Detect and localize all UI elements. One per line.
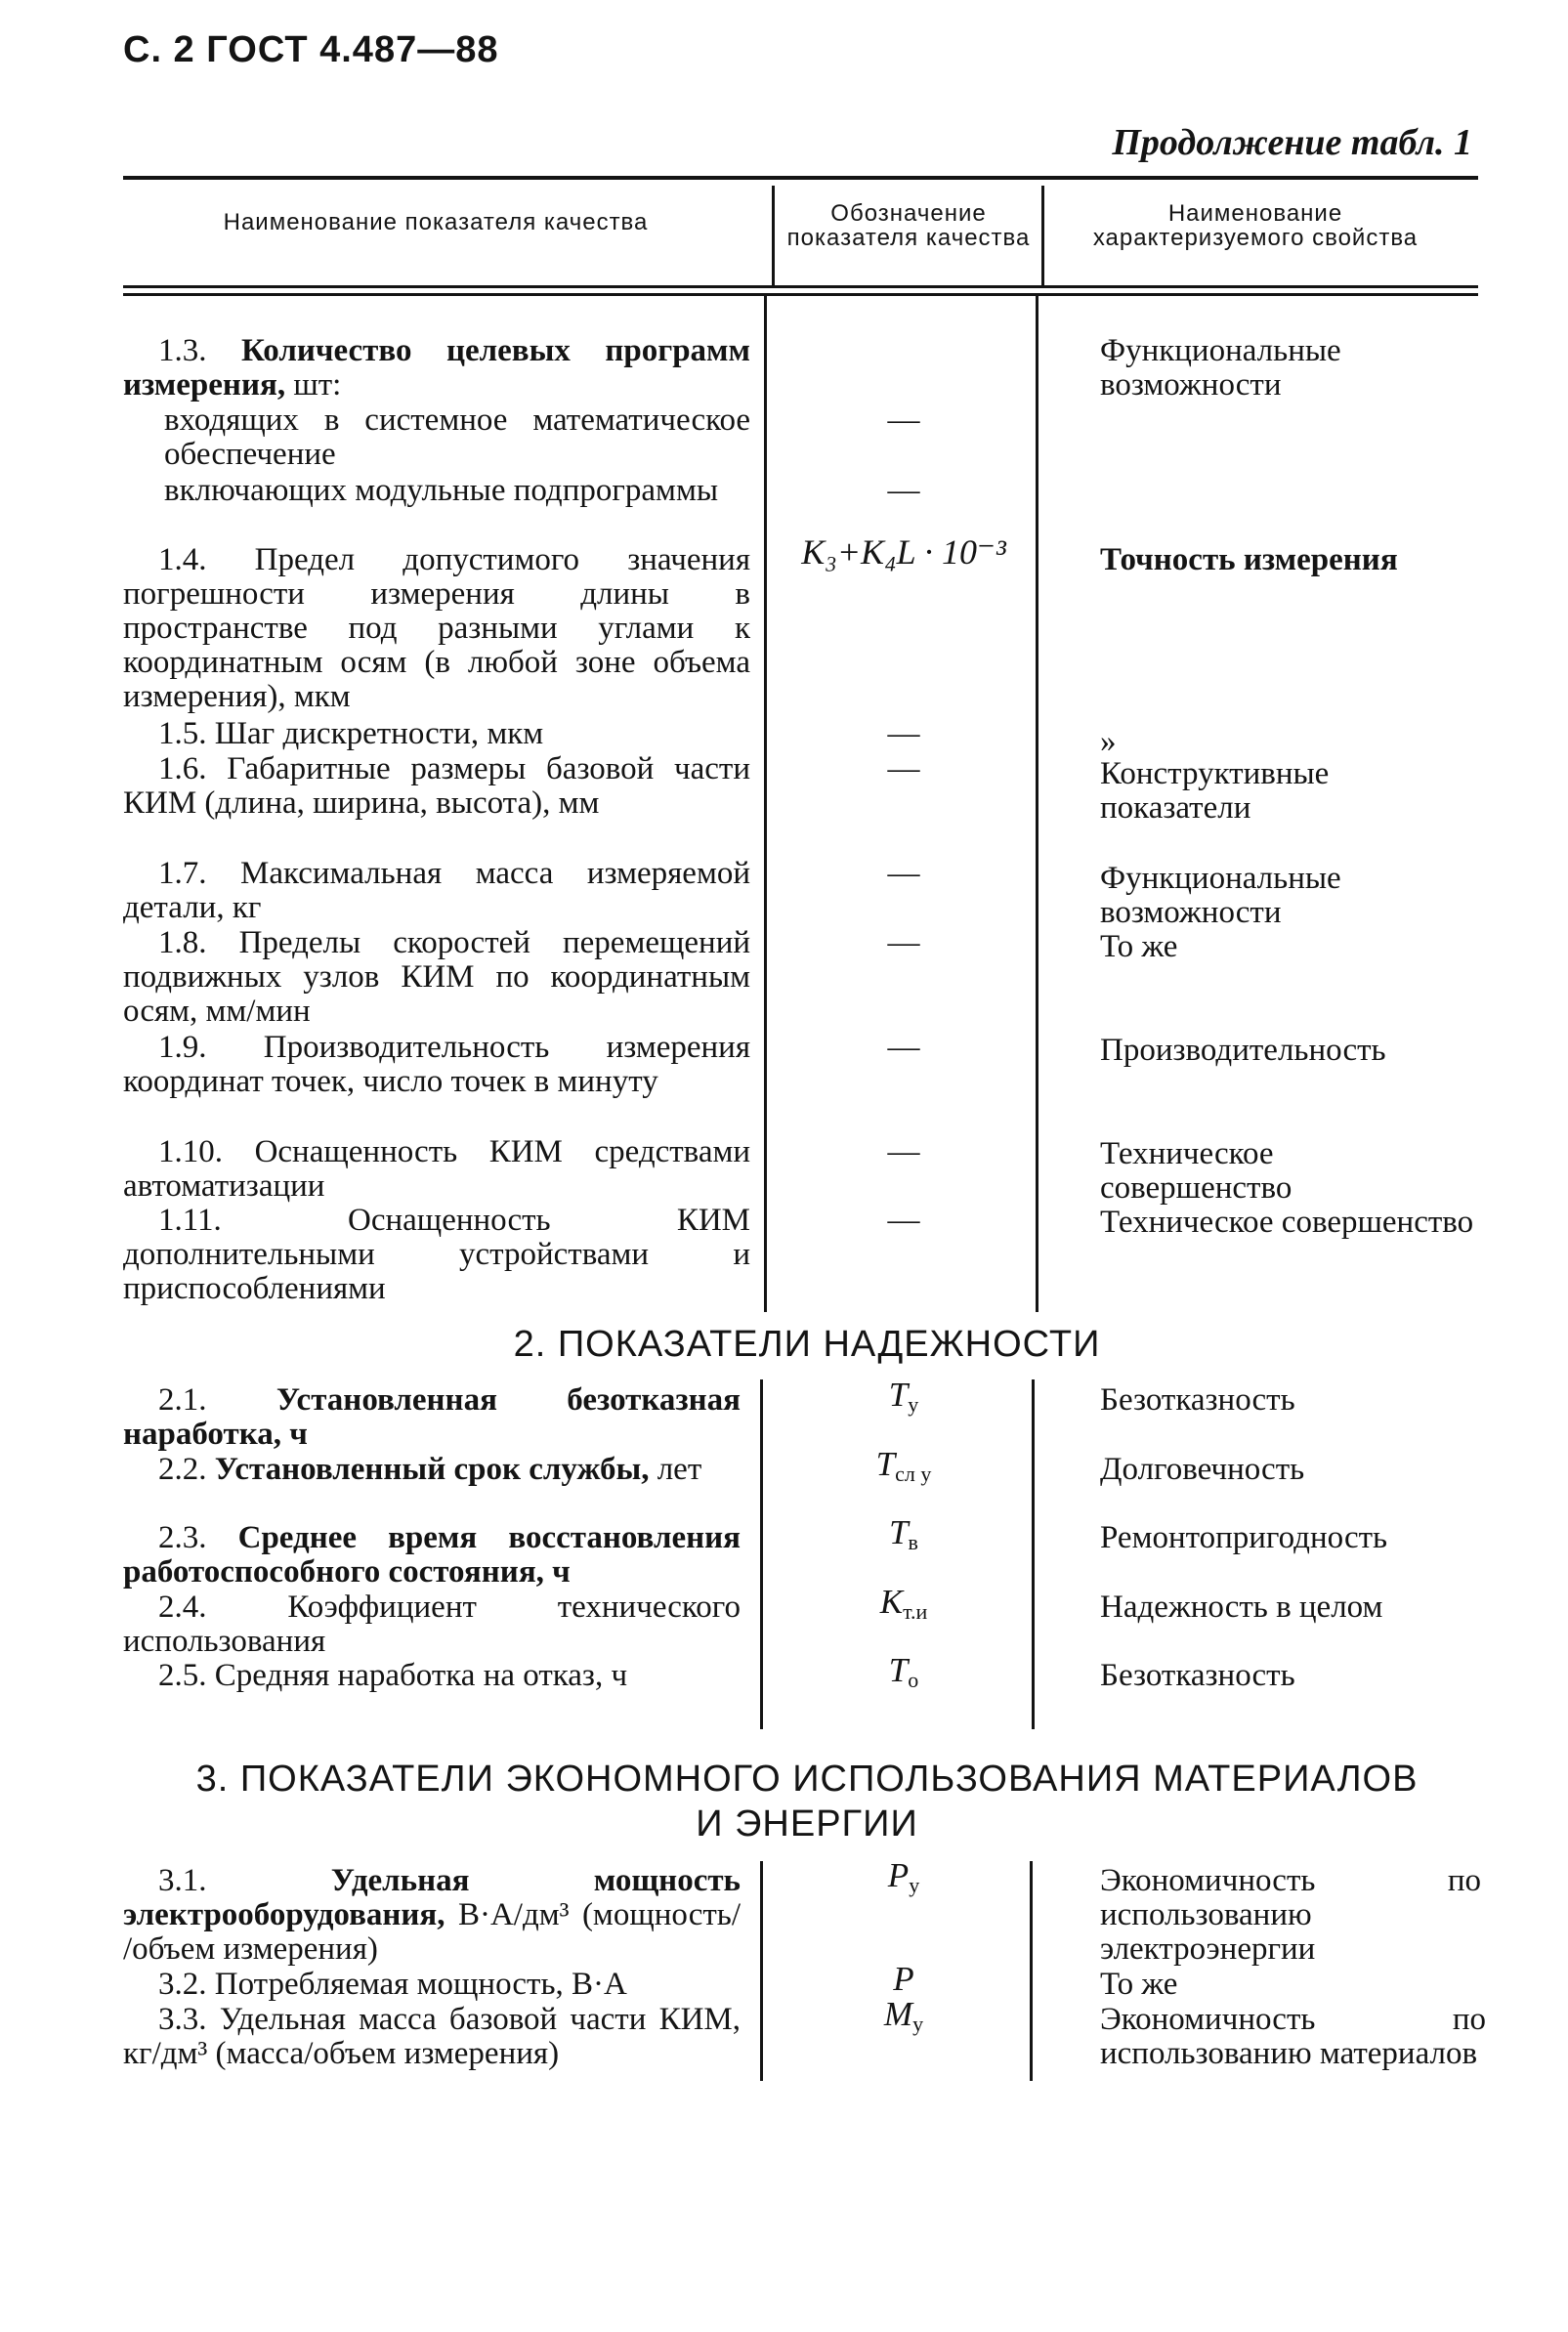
row-2-3-designation: $T_в$ [889, 1513, 918, 1554]
header-designation: Обозначение показателя качества [786, 200, 1031, 251]
row-1-10-designation: — [887, 1134, 920, 1169]
row-3-1-name: 3.1. Удельная мощность электрооборудования, В·А/дм³ (мощность/ /объем измерения) [123, 1863, 741, 1967]
row-2-1-property: Безотказность [1100, 1382, 1295, 1418]
section-2-title: 2. ПОКАЗАТЕЛИ НАДЕЖНОСТИ [513, 1324, 1101, 1365]
row-1-10-property: Техническое совершенство [1100, 1136, 1293, 1206]
row-3-1-designation: $P_у$ [887, 1856, 920, 1897]
row-1-9-name: 1.9. Производительность измерения координат точек, число точек в минуту [123, 1030, 750, 1099]
row-1-11-designation: — [887, 1203, 920, 1238]
table-header-rule-2 [123, 293, 1478, 296]
row-1-3a-designation: — [887, 403, 920, 438]
table-top-rule [123, 176, 1478, 180]
row-1-10-name: 1.10. Оснащенность КИМ средствами автоматизации [123, 1134, 751, 1204]
row-2-1-name: 2.1. Установленная безотказная наработка, ч [123, 1382, 742, 1452]
row-3-3-name: 3.3. Удельная масса базовой части КИМ, кг/дм³ (масса/объем измерения) [123, 2002, 742, 2071]
row-2-1-designation: $T_у$ [888, 1376, 919, 1417]
row-1-3b-designation: — [887, 473, 920, 508]
row-3-2-property: То же [1100, 1967, 1178, 2002]
section-3-title-line-1: 3. ПОКАЗАТЕЛИ ЭКОНОМНОГО ИСПОЛЬЗОВАНИЯ МАТЕРИАЛОВ [195, 1759, 1419, 1800]
row-2-5-name: 2.5. Средняя наработка на отказ, ч [158, 1658, 628, 1693]
row-1-7-name: 1.7. Максимальная масса измеряемой детали, кг [123, 856, 750, 925]
row-1-9-designation: — [887, 1030, 920, 1065]
row-3-3-designation: $M_у$ [883, 1995, 924, 2036]
row-1-9-property: Производительность [1100, 1033, 1386, 1068]
row-1-5-property: » [1100, 724, 1117, 759]
row-3-1-property: Экономичность по использованию электроэнергии [1100, 1863, 1481, 1967]
section-3-title-line-2: И ЭНЕРГИИ [696, 1803, 918, 1844]
row-1-8-property: То же [1100, 929, 1178, 964]
row-2-4-designation: $K_{т.и}$ [879, 1583, 928, 1624]
row-2-3-property: Ремонтопригодность [1100, 1520, 1388, 1555]
row-1-6-name: 1.6. Габаритные размеры базовой части КИМ (длина, ширина, высота), мм [123, 751, 750, 821]
row-1-7-property: Функциональные возможности [1100, 861, 1341, 930]
row-1-3-property: Функциональные возможности [1100, 333, 1341, 403]
column-divider-2 [1036, 296, 1038, 1312]
section-2-divider-1 [760, 1379, 763, 1729]
row-2-4-name: 2.4. Коэффициент технического использования [123, 1590, 741, 1659]
row-2-2-designation: $T_{сл у}$ [875, 1445, 932, 1486]
row-1-3b-name: включающих модульные подпрограммы [164, 473, 718, 508]
row-1-6-designation: — [887, 751, 920, 786]
row-2-5-property: Безотказность [1100, 1658, 1295, 1693]
row-1-5-name: 1.5. Шаг дискретности, мкм [158, 716, 544, 751]
row-1-11-name: 1.11. Оснащенность КИМ дополнительными устройствами и приспособлениями [123, 1203, 750, 1306]
row-1-3a-name: входящих в системное математическое обеспечение [164, 403, 750, 472]
row-1-5-designation: — [887, 716, 920, 751]
row-1-7-designation: — [887, 856, 920, 891]
row-1-6-property: Конструктивные показатели [1100, 756, 1330, 826]
row-3-2-designation: P [893, 1960, 914, 1998]
row-3-3-property: Экономичность по использованию материалов [1100, 2002, 1486, 2071]
section-3-divider-1 [760, 1861, 763, 2081]
row-1-8-designation: — [887, 925, 920, 960]
row-1-3-name: 1.3. Количество целевых программ измерения, шт: [123, 333, 751, 403]
row-1-4-designation: K₃+K₄L · 10⁻³ [801, 532, 1006, 572]
header-property-name: Наименование характеризуемого свойства [1092, 200, 1419, 251]
column-divider-1-header [772, 186, 775, 285]
row-2-2-name: 2.2. Установленный срок службы, лет [158, 1452, 702, 1487]
row-3-2-name: 3.2. Потребляемая мощность, В·А [158, 1967, 627, 2002]
column-divider-2-header [1041, 186, 1044, 285]
table-continuation-label: Продолжение табл. 1 [1112, 122, 1472, 163]
row-2-5-designation: $T_о$ [888, 1651, 919, 1692]
table-header-rule-1 [123, 285, 1478, 288]
header-quality-indicator-name: Наименование показателя качества [223, 209, 649, 235]
row-2-4-property: Надежность в целом [1100, 1590, 1383, 1625]
row-1-11-property: Техническое совершенство [1100, 1205, 1474, 1240]
page-title: С. 2 ГОСТ 4.487—88 [123, 29, 499, 70]
row-1-4-property: Точность измерения [1100, 542, 1398, 577]
column-divider-1 [764, 296, 767, 1312]
row-2-3-name: 2.3. Среднее время восстановления работоспособного состояния, ч [123, 1520, 741, 1590]
row-2-2-property: Долговечность [1100, 1452, 1305, 1487]
row-1-8-name: 1.8. Пределы скоростей перемещений подвижных узлов КИМ по координатным осям, мм/мин [123, 925, 751, 1029]
row-1-4-name: 1.4. Предел допустимого значения погрешности измерения длины в пространстве под разными углами к координатным осям (в любой зоне объема измерения), мкм [123, 542, 750, 714]
